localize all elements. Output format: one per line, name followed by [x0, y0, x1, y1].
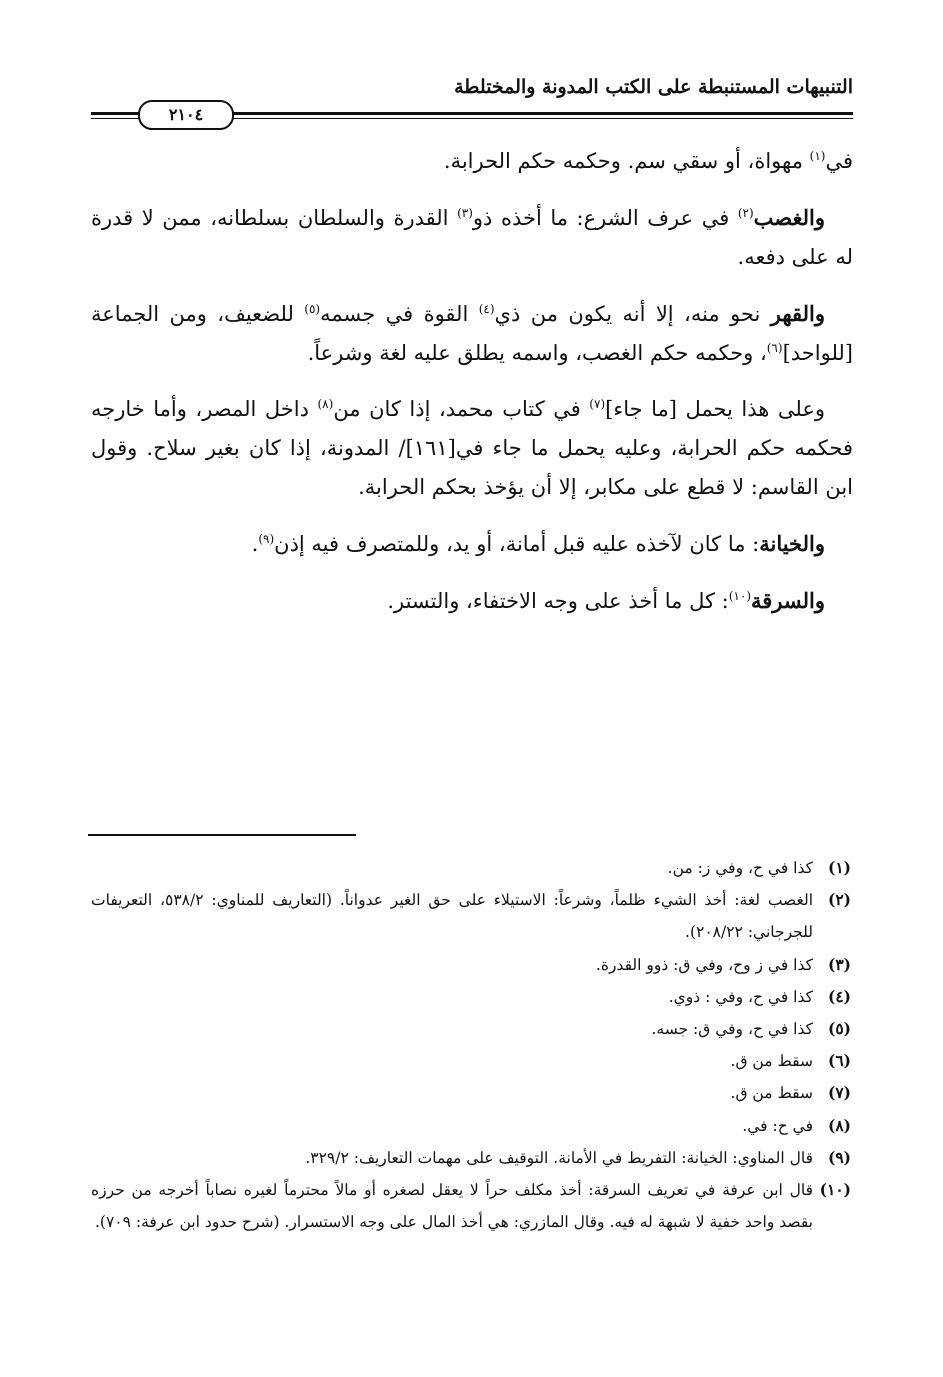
footnote-text: الغصب لغة: أخذ الشيء ظلماً، وشرعاً: الاستيلاء على حق الغير عدواناً. (التعاريف للمناوي: ٥٣٨/٢، التعريفات للجرجاني: ٢٠٨/٢٢). — [91, 891, 813, 942]
footnote-text: كذا في ح، وفي : ذوي. — [668, 987, 813, 1006]
term-qahr: والقهر — [770, 301, 825, 326]
text-run: القدرة والسلطان بسلطانه، ممن لا قدرة له على دفعه. — [91, 206, 853, 269]
paragraph-qahr — [91, 294, 853, 373]
footnote-text: سقط من ق. — [730, 1084, 813, 1103]
note-ref: (٢) — [737, 206, 754, 220]
note-ref: (١٠) — [728, 589, 751, 603]
footnote — [91, 1142, 851, 1174]
footnote-number: (١٠) — [819, 1180, 851, 1200]
running-title: التنبيهات المستنبطة على الكتب المدونة والمختلطة — [454, 76, 853, 98]
paragraph-khiyanah — [91, 524, 853, 564]
paragraph-1 — [91, 142, 853, 181]
text-run: القوة في جسمه — [320, 302, 479, 326]
text-run: في كتاب محمد، إذا كان من — [333, 397, 590, 421]
footnote-text: في ح: في. — [742, 1116, 813, 1135]
footnote-text: كذا في ح، وفي ز: من. — [667, 859, 813, 877]
note-ref: (٧) — [589, 397, 606, 411]
text-run: ، وحكمه حكم الغصب، واسمه يطلق عليه لغة وشرعاً. — [307, 341, 767, 365]
text-run: نحو منه، إلا أنه يكون من ذي — [494, 302, 771, 326]
footnote-text: قال المناوي: الخيانة: التفريط في الأمانة. التوقيف على مهمات التعاريف: ٣٢٩/٢. — [305, 1148, 813, 1167]
footnote-number: (٨) — [827, 1115, 851, 1135]
text-run: للضعيف، ومن الجماعة [للواحد] — [91, 302, 853, 365]
footnote-number: (٤) — [827, 986, 851, 1006]
term-sariqah: والسرقة — [751, 588, 825, 613]
term-khiyanah: والخيانة — [759, 531, 825, 556]
footnote — [91, 1077, 851, 1109]
note-ref: (٤) — [478, 302, 495, 316]
footnote-text: قال ابن عرفة في تعريف السرقة: أخذ مكلف حراً لا يعقل لصغره أو مالاً محترماً لغيره نصاباً أخرجه من حرزه بقصد واحد خفية لا شبهة له فيه. وقال المازري: هي أخذ المال على وجه الاستسرار. (شرح حدود ابن عرفة: ٧٠٩). — [91, 1181, 813, 1232]
text-run: وعلى هذا يحمل [ما جاء] — [605, 397, 825, 421]
text-run: في عرف الشرع: ما أخذه ذو — [472, 206, 738, 230]
footnote — [91, 852, 851, 884]
text-run: في — [825, 149, 853, 173]
footnote — [91, 981, 851, 1013]
footnote — [91, 1013, 851, 1045]
text-run: داخل المصر، وأما خارجه فحكمه حكم الحرابة، وعليه يحمل ما جاء في[١٦١]/ المدونة، إذا كان بغير سلاح. وقول ابن القاسم: لا قطع على مكابر، إلا أن يؤخذ بحكم الحرابة. — [91, 397, 853, 499]
footnote — [91, 949, 851, 981]
footnote-text: كذا في ز وح، وفي ق: ذوو القدرة. — [595, 955, 813, 974]
footnote — [91, 1174, 851, 1238]
footnote-number: (٢) — [827, 890, 851, 910]
text-run: : كل ما أخذ على وجه الاختفاء، والتستر. — [387, 589, 729, 613]
footnote-number: (٥) — [827, 1019, 851, 1039]
text-run: : ما كان لآخذه عليه قبل أمانة، أو يد، وللمتصرف فيه إذن — [274, 532, 760, 556]
footnote-separator — [88, 834, 356, 836]
footnote-number: (٧) — [827, 1083, 851, 1103]
footnote-number: (١) — [827, 858, 851, 877]
footnote — [91, 1045, 851, 1077]
note-ref: (١) — [809, 149, 826, 163]
footnotes — [91, 852, 851, 1238]
note-ref: (٦) — [766, 341, 783, 355]
footnote-number: (٦) — [827, 1051, 851, 1071]
paragraph-hirabah — [91, 390, 853, 507]
note-ref: (٣) — [457, 206, 473, 220]
page-number: ٢١٠٤ — [138, 100, 234, 130]
footnote-number: (٩) — [827, 1147, 851, 1167]
term-ghasb: والغصب — [753, 205, 825, 230]
footnote-text: سقط من ق. — [730, 1052, 813, 1071]
note-ref: (٩) — [258, 532, 275, 546]
footnote-number: (٣) — [827, 954, 851, 974]
text-run: . — [251, 532, 259, 556]
footnote — [91, 1110, 851, 1142]
note-ref: (٥) — [304, 302, 321, 316]
footnote-text: كذا في ح، وفي ق: جسه. — [651, 1020, 813, 1039]
note-ref: (٨) — [317, 397, 334, 411]
footnote — [91, 884, 851, 948]
paragraph-ghasb — [91, 198, 853, 277]
main-text — [91, 142, 853, 638]
paragraph-sariqah — [91, 581, 853, 621]
text-run: مهواة، أو سقي سم. وحكمه حكم الحرابة. — [443, 149, 810, 173]
